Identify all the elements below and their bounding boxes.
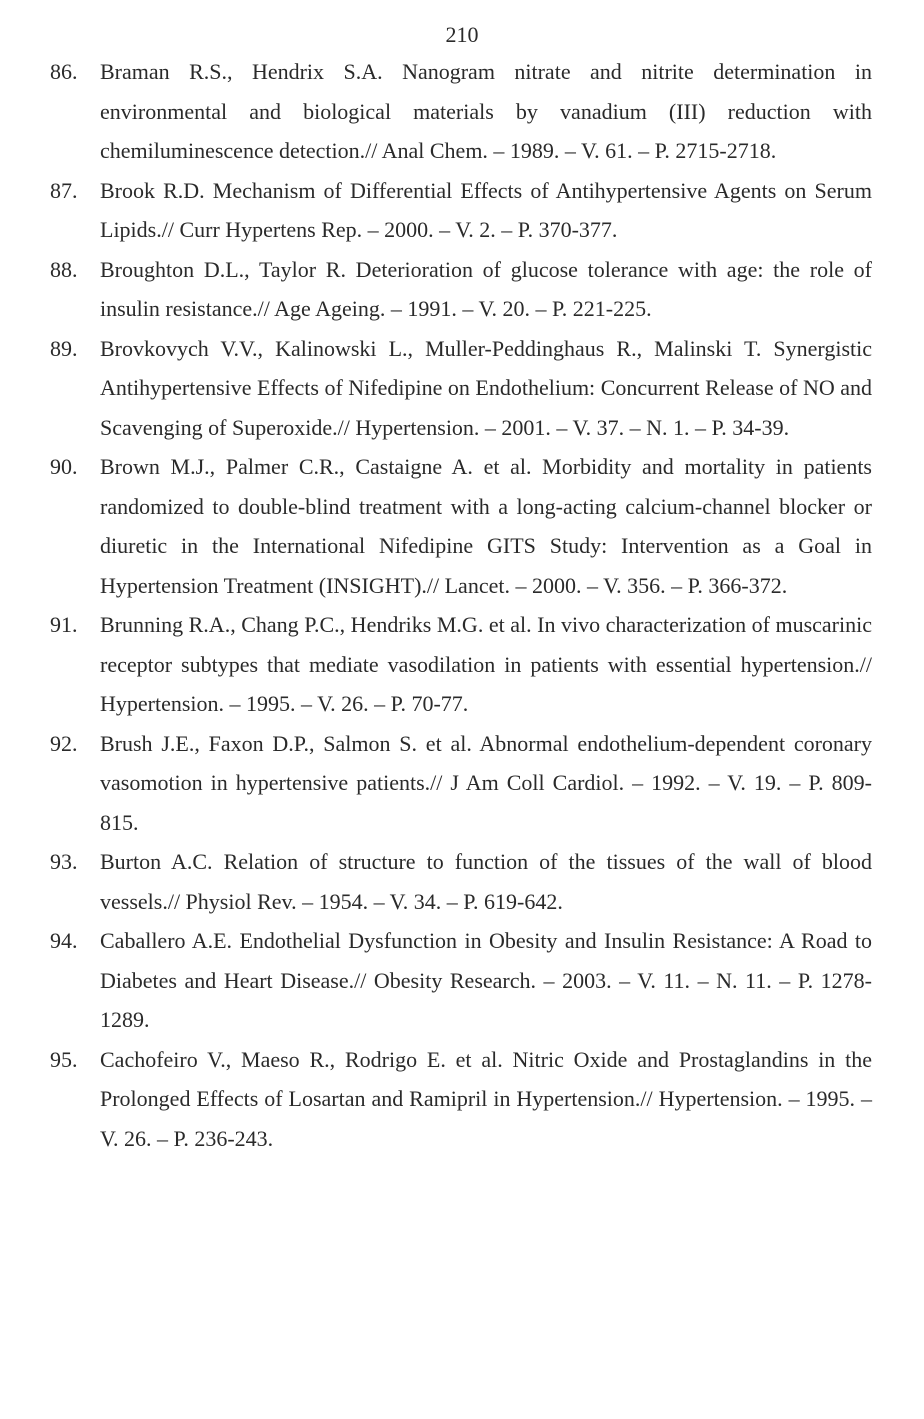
reference-list: [50, 52, 872, 1158]
reference-text: Cachofeiro V., Maeso R., Rodrigo E. et al. Nitric Oxide and Prostaglandins in the Prolonged Effects of Losartan and Ramipril in Hypertension.// Hypertension. – 1995. – V. 26. – P. 236-243.: [100, 1046, 872, 1151]
reference-item: [50, 52, 872, 171]
reference-number: 94.: [50, 928, 78, 953]
reference-item: [50, 1040, 872, 1159]
reference-text: Brook R.D. Mechanism of Differential Effects of Antihypertensive Agents on Serum Lipids.// Curr Hypertens Rep. – 2000. – V. 2. – P. 370-377.: [100, 177, 872, 242]
reference-text: Brunning R.A., Chang P.C., Hendriks M.G. et al. In vivo characterization of muscarinic receptor subtypes that mediate vasodilation in patients with essential hypertension.// Hypertension. – 1995. – V. 26. – P. 70-77.: [100, 612, 872, 716]
reference-item: [50, 724, 872, 843]
reference-item: [50, 250, 872, 329]
reference-text: Brovkovych V.V., Kalinowski L., Muller-Peddinghaus R., Malinski T. Synergistic Antihypertensive Effects of Nifedipine on Endothelium: Concurrent Release of NO and Scavenging of Superoxide.// Hypertension. – 2001. – V. 37. – N. 1. – P. 34-39.: [100, 335, 872, 440]
reference-item: [50, 921, 872, 1040]
reference-number: 91.: [50, 612, 78, 637]
reference-item: [50, 447, 872, 605]
reference-text: Burton A.C. Relation of structure to function of the tissues of the wall of blood vessels.// Physiol Rev. – 1954. – V. 34. – P. 619-642.: [100, 849, 872, 914]
reference-number: 86.: [50, 59, 78, 84]
reference-item: [50, 329, 872, 448]
page-number: 210: [445, 22, 479, 47]
reference-text: Brush J.E., Faxon D.P., Salmon S. et al. Abnormal endothelium-dependent coronary vasomotion in hypertensive patients.// J Am Coll Cardiol. – 1992. – V. 19. – P. 809-815.: [100, 730, 872, 835]
reference-item: [50, 842, 872, 921]
reference-text: Broughton D.L., Taylor R. Deterioration of glucose tolerance with age: the role of insulin resistance.// Age Ageing. – 1991. – V. 20. – P. 221-225.: [100, 256, 872, 321]
reference-item: [50, 605, 872, 724]
reference-text: Braman R.S., Hendrix S.A. Nanogram nitrate and nitrite determination in environmental and biological materials by vanadium (III) reduction with chemiluminescence detection.// Anal Chem. – 1989. – V. 61. – P. 2715-2718.: [100, 59, 872, 163]
reference-text: Caballero A.E. Endothelial Dysfunction in Obesity and Insulin Resistance: A Road to Diabetes and Heart Disease.// Obesity Research. – 2003. – V. 11. – N. 11. – P. 1278-1289.: [100, 928, 872, 1032]
reference-number: 92.: [50, 730, 78, 756]
reference-number: 89.: [50, 335, 78, 361]
reference-text: Brown M.J., Palmer C.R., Castaigne A. et al. Morbidity and mortality in patients randomized to double-blind treatment with a long-acting calcium-channel blocker or diuretic in the International Nifedipine GITS Study: Intervention as a Goal in Hypertension Treatment (INSIGHT).// Lancet. – 2000. – V. 356. – P. 366-372.: [100, 454, 872, 598]
reference-item: [50, 171, 872, 250]
reference-number: 93.: [50, 849, 78, 874]
reference-number: 87.: [50, 177, 78, 203]
reference-number: 88.: [50, 256, 78, 282]
reference-number: 95.: [50, 1046, 78, 1072]
reference-number: 90.: [50, 454, 78, 479]
